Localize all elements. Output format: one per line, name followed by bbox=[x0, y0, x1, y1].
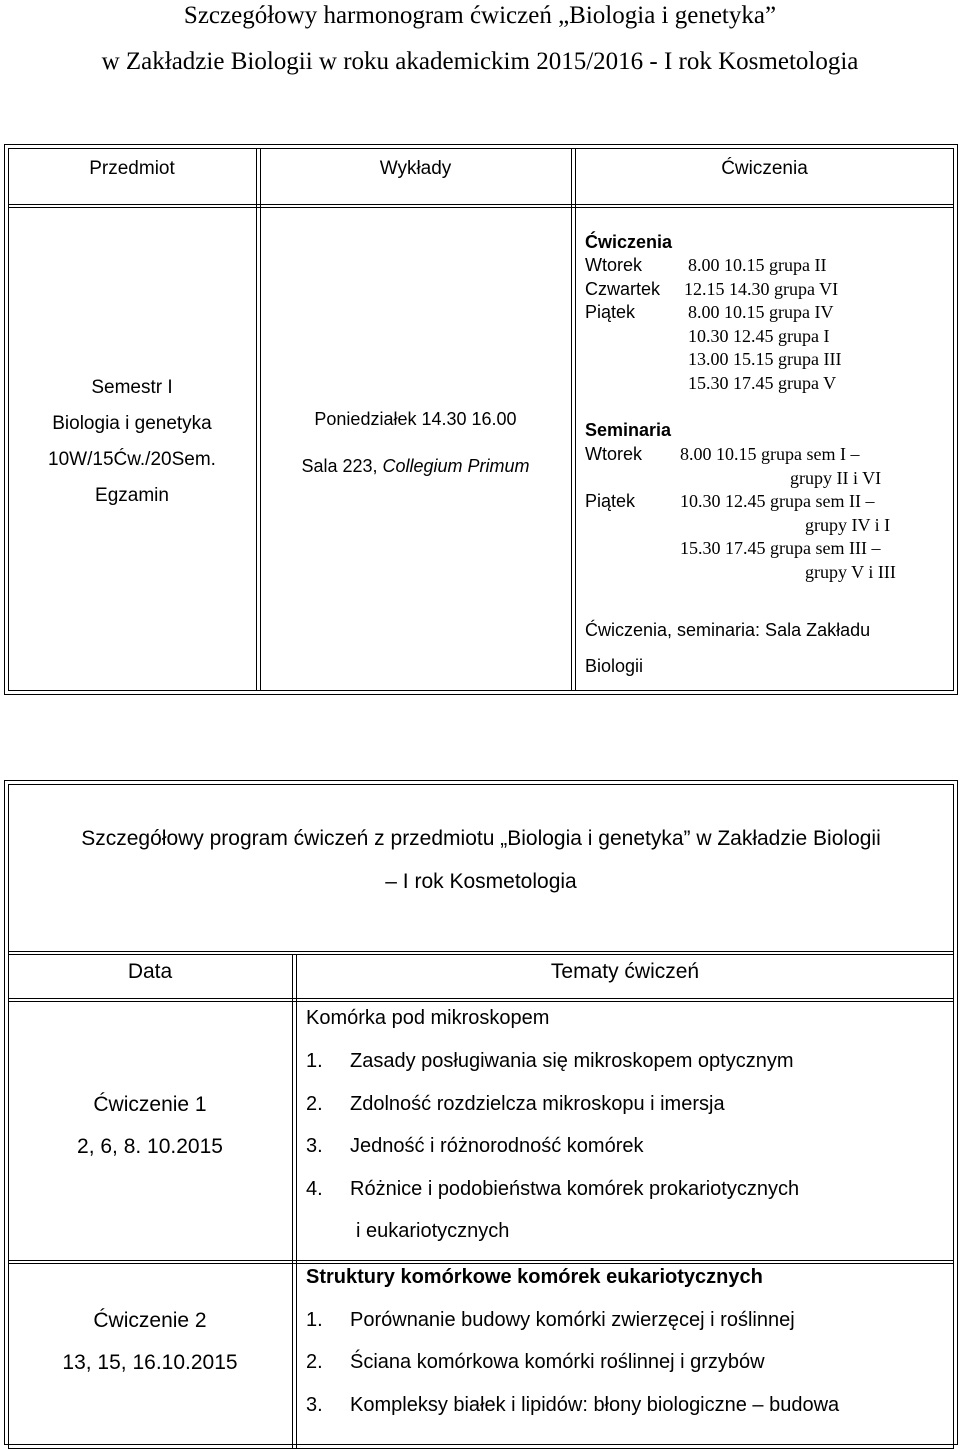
session-2-item-1-num: 1. bbox=[306, 1309, 323, 1331]
exercise-day-1: Wtorek bbox=[585, 255, 643, 275]
subject-semester: Semestr I bbox=[91, 377, 173, 398]
session-1-item-3-num: 3. bbox=[306, 1135, 323, 1157]
seminar-groups-1: grupy II i VI bbox=[790, 468, 882, 488]
session-1-item-1: Zasady posługiwania się mikroskopem optycznym bbox=[350, 1050, 794, 1072]
subject-hours: 10W/15Ćw./20Sem. bbox=[48, 449, 216, 470]
session-2-topic: Struktury komórkowe komórek eukariotycznych bbox=[306, 1266, 763, 1288]
col-date-header: Data bbox=[127, 960, 173, 983]
session-1-item-2-num: 2. bbox=[306, 1093, 323, 1115]
seminar-time-1: 8.00 10.15 grupa sem I – bbox=[680, 444, 860, 464]
program-title-line2: – I rok Kosmetologia bbox=[385, 870, 577, 893]
program-header-divider-2 bbox=[8, 1001, 954, 1002]
schedule-col-divider-1 bbox=[256, 148, 257, 691]
session-2-item-3-num: 3. bbox=[306, 1394, 323, 1416]
exercise-time-4: 10.30 12.45 grupa I bbox=[688, 326, 830, 346]
exercise-time-6: 15.30 17.45 grupa V bbox=[688, 373, 837, 393]
session-1-topic: Komórka pod mikroskopem bbox=[306, 1007, 550, 1029]
location-line2: Biologii bbox=[585, 656, 644, 676]
program-header-divider bbox=[8, 998, 954, 999]
seminar-day-1: Wtorek bbox=[585, 444, 643, 464]
session-1-item-1-num: 1. bbox=[306, 1050, 323, 1072]
lecture-day-time: Poniedziałek 14.30 16.00 bbox=[314, 409, 517, 429]
session-1-item-4-cont: i eukariotycznych bbox=[356, 1220, 510, 1242]
schedule-header-divider bbox=[8, 204, 954, 205]
exercises-heading: Ćwiczenia bbox=[585, 232, 673, 252]
header-exercises: Ćwiczenia bbox=[721, 158, 808, 179]
exercise-day-2: Czwartek bbox=[585, 279, 661, 299]
lecture-room-prefix: Sala 223, bbox=[301, 456, 383, 476]
session-divider bbox=[8, 1260, 954, 1261]
location-line1: Ćwiczenia, seminaria: Sala Zakładu bbox=[585, 620, 871, 640]
exercise-day-3: Piątek bbox=[585, 302, 636, 322]
exercise-time-2: 12.15 14.30 grupa VI bbox=[684, 279, 839, 299]
exercise-time-1: 8.00 10.15 grupa II bbox=[688, 255, 827, 275]
subject-name: Biologia i genetyka bbox=[52, 413, 212, 434]
session-1-item-4: Różnice i podobieństwa komórek prokariotycznych bbox=[350, 1178, 800, 1200]
col-topics-header: Tematy ćwiczeń bbox=[550, 960, 700, 983]
lecture-room-building: Collegium Primum bbox=[382, 456, 530, 476]
session-2-label: Ćwiczenie 2 bbox=[93, 1309, 207, 1332]
program-title-line1: Szczegółowy program ćwiczeń z przedmiotu „Biologia i genetyka” w Zakładzie Biologii bbox=[81, 827, 881, 850]
schedule-header-divider-2 bbox=[8, 207, 954, 208]
session-1-item-3: Jedność i różnorodność komórek bbox=[350, 1135, 644, 1157]
session-1-item-2: Zdolność rozdzielcza mikroskopu i imersja bbox=[350, 1093, 725, 1115]
session-2-item-1: Porównanie budowy komórki zwierzęcej i roślinnej bbox=[350, 1309, 795, 1331]
program-col-divider bbox=[292, 954, 293, 1449]
lecture-room bbox=[260, 456, 571, 477]
session-1-item-4-num: 4. bbox=[306, 1178, 323, 1200]
session-2-item-2-num: 2. bbox=[306, 1351, 323, 1373]
program-title-divider-2 bbox=[8, 954, 954, 955]
exercise-time-5: 13.00 15.15 grupa III bbox=[688, 349, 842, 369]
subject-exam: Egzamin bbox=[95, 485, 169, 506]
seminar-time-2: 10.30 12.45 grupa sem II – bbox=[680, 491, 875, 511]
session-divider-2 bbox=[8, 1263, 954, 1264]
session-2-item-2: Ściana komórkowa komórki roślinnej i grzybów bbox=[350, 1351, 765, 1373]
program-col-divider-2 bbox=[296, 954, 297, 1449]
page-title-line2: w Zakładzie Biologii w roku akademickim 2015/2016 - I rok Kosmetologia bbox=[101, 48, 859, 75]
header-subject: Przedmiot bbox=[89, 158, 175, 179]
session-1-dates: 2, 6, 8. 10.2015 bbox=[77, 1135, 223, 1158]
schedule-col-divider-2 bbox=[571, 148, 572, 691]
schedule-col-divider-2b bbox=[575, 148, 576, 691]
seminar-time-3: 15.30 17.45 grupa sem III – bbox=[680, 538, 881, 558]
page-title-line1: Szczegółowy harmonogram ćwiczeń „Biologia i genetyka” bbox=[183, 2, 777, 29]
seminars-heading: Seminaria bbox=[585, 420, 672, 440]
seminar-groups-2: grupy IV i I bbox=[805, 515, 891, 535]
session-2-dates: 13, 15, 16.10.2015 bbox=[62, 1351, 238, 1374]
exercise-time-3: 8.00 10.15 grupa IV bbox=[688, 302, 834, 322]
program-title-divider bbox=[8, 951, 954, 952]
header-lectures: Wykłady bbox=[379, 158, 452, 179]
session-2-item-3: Kompleksy białek i lipidów: błony biologiczne – budowa bbox=[350, 1394, 840, 1416]
seminar-groups-3: grupy V i III bbox=[805, 562, 896, 582]
session-1-label: Ćwiczenie 1 bbox=[93, 1093, 207, 1116]
seminar-day-2: Piątek bbox=[585, 491, 636, 511]
